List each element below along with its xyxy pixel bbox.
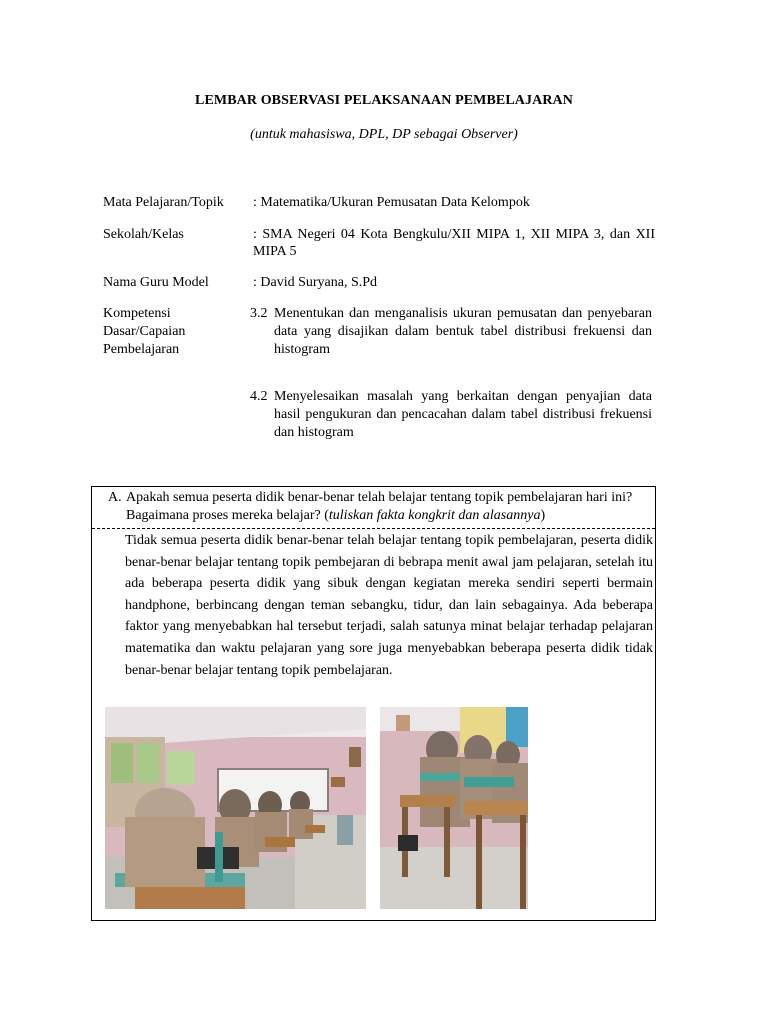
document-subtitle: (untuk mahasiswa, DPL, DP sebagai Observer): [250, 127, 518, 142]
competency-label-line-2: Dasar/Capaian: [103, 324, 186, 339]
answer-text: Tidak semua peserta didik benar-benar telah belajar tentang topik pembelajaran, peserta didik benar-benar belajar tentang topik pembejaran di bebrapa menit awal jam pelajaran, setelah itu ada beberapa peserta didik yang sibuk dengan kegiatan mereka sendiri seperti bermain handphone, berbincang dengan teman sebangku, tidur, dan lain sebagainya. Ada beberapa faktor yang menyebabkan hal tersebut terjadi, salah satunya minat belajar terhadap pelajaran matematika dan waktu pelajaran yang sore juga menyebabkan beberapa peserta didik tidak benar-benar belajar tentang topik pembelajaran.: [125, 533, 653, 678]
school-label: Sekolah/Kelas: [103, 227, 184, 242]
competency-number: 4.2: [250, 389, 268, 404]
teacher-label: Nama Guru Model: [103, 275, 209, 290]
question-italic: tuliskan fakta kongkrit dan alasannya: [328, 508, 541, 523]
competency-label-line-1: Kompetensi: [103, 306, 171, 321]
question-text: [126, 489, 648, 525]
question-a: [108, 489, 648, 525]
subject-row: [103, 194, 655, 214]
classroom-photo-1: [105, 707, 366, 909]
observation-box: [91, 486, 656, 921]
competency-text: Menyelesaikan masalah yang berkaitan dengan penyajian data hasil pengukuran dan pencacahan dalam tabel distribusi frekuensi dan histogram: [274, 389, 652, 440]
competency-item: [250, 388, 652, 442]
question-letter: A.: [108, 490, 122, 505]
school-row: [103, 226, 655, 262]
competency-label-line-3: Pembelajaran: [103, 342, 180, 357]
school-value: : SMA Negeri 04 Kota Bengkulu/XII MIPA 1, XII MIPA 3, dan XII MIPA 5: [253, 227, 655, 259]
teacher-row: [103, 274, 655, 294]
document-title: LEMBAR OBSERVASI PELAKSANAAN PEMBELAJARAN: [195, 93, 573, 108]
subject-label: Mata Pelajaran/Topik: [103, 195, 224, 210]
competency-item: [250, 305, 652, 359]
subject-value: : Matematika/Ukuran Pemusatan Data Kelompok: [253, 195, 530, 210]
competency-number: 3.2: [250, 306, 268, 321]
teacher-value: : David Suryana, S.Pd: [253, 275, 378, 290]
classroom-photo-2: [380, 707, 528, 909]
dashed-divider: [92, 528, 655, 529]
question-end: ): [540, 508, 546, 523]
competency-text: Menentukan dan menganalisis ukuran pemusatan dan penyebaran data yang disajikan dalam bentuk tabel distribusi frekuensi dan histogram: [274, 306, 652, 357]
question-main: Apakah semua peserta didik benar-benar telah belajar tentang topik pembelajaran hari ini? Bagaimana proses mereka belajar? (: [126, 490, 633, 523]
